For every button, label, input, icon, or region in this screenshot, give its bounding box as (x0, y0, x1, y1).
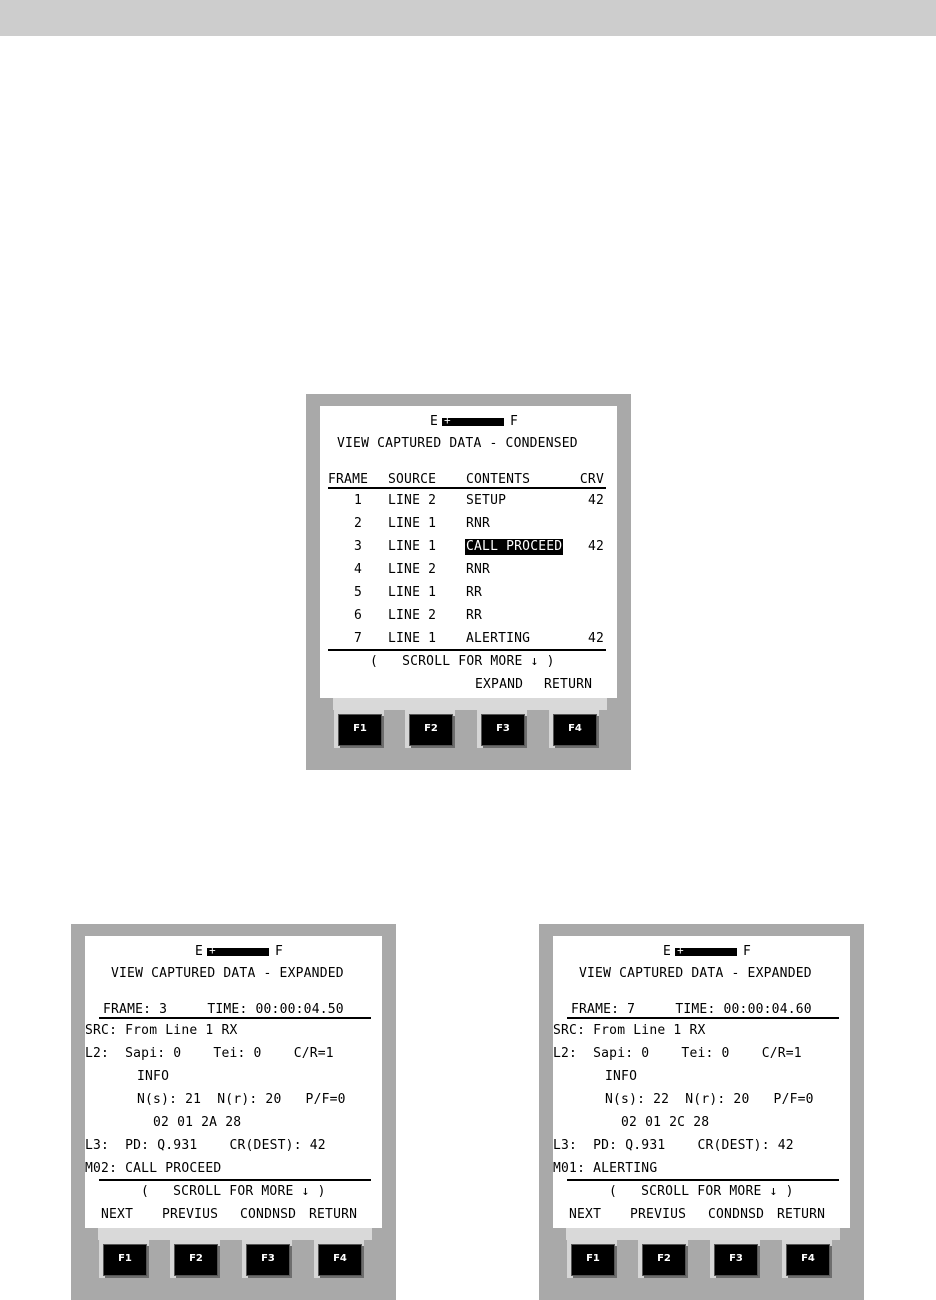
f3-key[interactable] (477, 710, 527, 748)
capture-buffer-gauge (675, 944, 737, 957)
layer2-type: INFO (605, 1069, 638, 1084)
layer2-sequence: N(s): 21 N(r): 20 P/F=0 (137, 1092, 346, 1107)
gauge-full-label: F (510, 414, 519, 429)
f2-key[interactable] (405, 710, 455, 748)
scroll-hint: ( SCROLL FOR MORE ↓ ) (141, 1184, 326, 1199)
layer2-line: L2: Sapi: 0 Tei: 0 C/R=1 (85, 1046, 334, 1061)
layer3-line: L3: PD: Q.931 CR(DEST): 42 (553, 1138, 794, 1153)
f1-key[interactable] (334, 710, 384, 748)
header-band (0, 0, 936, 36)
f3-key[interactable] (710, 1240, 760, 1278)
f1-key-label: F1 (353, 723, 367, 734)
frame-contents-highlighted: CALL PROCEED (466, 539, 563, 554)
frame-source: LINE 1 (388, 631, 437, 646)
f1-key[interactable] (567, 1240, 617, 1278)
expanded-view-device-frame-7 (539, 924, 864, 1300)
layer2-type: INFO (137, 1069, 170, 1084)
f4-key-label: F4 (568, 723, 582, 734)
frame-time-line: FRAME: 3 TIME: 00:00:04.50 (103, 1002, 344, 1017)
source-line: SRC: From Line 1 RX (85, 1023, 238, 1038)
source-line: SRC: From Line 1 RX (553, 1023, 706, 1038)
frame-crv: 42 (587, 631, 604, 646)
column-header-frame: FRAME (328, 472, 369, 487)
frame-source: LINE 2 (388, 493, 437, 508)
screen-title: VIEW CAPTURED DATA - EXPANDED (579, 966, 812, 981)
frame-crv: 42 (587, 539, 604, 554)
layer2-sequence: N(s): 22 N(r): 20 P/F=0 (605, 1092, 814, 1107)
column-header-source: SOURCE (388, 472, 437, 487)
f2-key[interactable] (638, 1240, 688, 1278)
gauge-marker: + (677, 944, 684, 957)
softkey-label-f1: NEXT (569, 1207, 602, 1222)
header-divider (99, 1017, 371, 1019)
f4-key[interactable] (549, 710, 599, 748)
key-recess (98, 1228, 372, 1240)
frame-contents: RNR (466, 516, 491, 531)
f4-key[interactable] (314, 1240, 364, 1278)
gauge-marker: + (209, 944, 216, 957)
column-header-crv: CRV (579, 472, 604, 487)
frame-number: 3 (353, 539, 362, 554)
softkey-label-f2: PREVIUS (630, 1207, 687, 1222)
f3-key-label: F3 (729, 1253, 743, 1264)
layer3-line: L3: PD: Q.931 CR(DEST): 42 (85, 1138, 326, 1153)
scroll-hint: ( SCROLL FOR MORE ↓ ) (370, 654, 555, 669)
frame-contents: RR (466, 608, 483, 623)
f1-key-label: F1 (118, 1253, 132, 1264)
frame-number: 4 (353, 562, 362, 577)
footer-divider (567, 1179, 839, 1181)
softkey-label-f4: RETURN (309, 1207, 358, 1222)
f4-key[interactable] (782, 1240, 832, 1278)
gauge-empty-label: E (430, 414, 439, 429)
layer2-hex-bytes: 02 01 2C 28 (621, 1115, 710, 1130)
header-divider (328, 487, 606, 489)
f4-key-label: F4 (333, 1253, 347, 1264)
softkey-label-f1: NEXT (101, 1207, 134, 1222)
frame-source: LINE 1 (388, 539, 437, 554)
scroll-hint: ( SCROLL FOR MORE ↓ ) (609, 1184, 794, 1199)
screen-title: VIEW CAPTURED DATA - CONDENSED (337, 436, 578, 451)
gauge-full-label: F (275, 944, 284, 959)
softkey-label-f3: EXPAND (475, 677, 524, 692)
f2-key-label: F2 (424, 723, 438, 734)
screen-title: VIEW CAPTURED DATA - EXPANDED (111, 966, 344, 981)
column-header-contents: CONTENTS (466, 472, 531, 487)
f2-key-label: F2 (657, 1253, 671, 1264)
f2-key-label: F2 (189, 1253, 203, 1264)
f1-key[interactable] (99, 1240, 149, 1278)
frame-contents: SETUP (466, 493, 507, 508)
frame-number: 6 (353, 608, 362, 623)
expanded-screen (85, 936, 382, 1228)
gauge-empty-label: E (663, 944, 672, 959)
capture-buffer-gauge (442, 414, 504, 427)
gauge-marker: + (444, 414, 451, 427)
f3-key[interactable] (242, 1240, 292, 1278)
f3-key-label: F3 (496, 723, 510, 734)
softkey-label-f4: RETURN (777, 1207, 826, 1222)
condensed-screen (320, 406, 617, 698)
message-line: M02: CALL PROCEED (85, 1161, 222, 1176)
key-recess (566, 1228, 840, 1240)
layer2-line: L2: Sapi: 0 Tei: 0 C/R=1 (553, 1046, 802, 1061)
footer-divider (328, 649, 606, 651)
gauge-empty-label: E (195, 944, 204, 959)
layer2-hex-bytes: 02 01 2A 28 (153, 1115, 242, 1130)
frame-contents: RR (466, 585, 483, 600)
softkey-label-f2: PREVIUS (162, 1207, 219, 1222)
expanded-view-device-frame-3 (71, 924, 396, 1300)
f3-key-label: F3 (261, 1253, 275, 1264)
softkey-label-f3: CONDNSD (708, 1207, 765, 1222)
gauge-full-label: F (743, 944, 752, 959)
frame-number: 7 (353, 631, 362, 646)
expanded-screen (553, 936, 850, 1228)
frame-contents: ALERTING (466, 631, 531, 646)
softkey-label-f4: RETURN (544, 677, 593, 692)
frame-number: 5 (353, 585, 362, 600)
frame-time-line: FRAME: 7 TIME: 00:00:04.60 (571, 1002, 812, 1017)
condensed-view-device (306, 394, 631, 770)
f4-key-label: F4 (801, 1253, 815, 1264)
frame-number: 1 (353, 493, 362, 508)
frame-number: 2 (353, 516, 362, 531)
footer-divider (99, 1179, 371, 1181)
f1-key-label: F1 (586, 1253, 600, 1264)
message-line: M01: ALERTING (553, 1161, 658, 1176)
softkey-label-f3: CONDNSD (240, 1207, 297, 1222)
frame-source: LINE 2 (388, 608, 437, 623)
key-recess (333, 698, 607, 710)
frame-source: LINE 1 (388, 585, 437, 600)
frame-contents: RNR (466, 562, 491, 577)
f2-key[interactable] (170, 1240, 220, 1278)
frame-source: LINE 2 (388, 562, 437, 577)
header-divider (567, 1017, 839, 1019)
frame-crv: 42 (587, 493, 604, 508)
frame-source: LINE 1 (388, 516, 437, 531)
capture-buffer-gauge (207, 944, 269, 957)
